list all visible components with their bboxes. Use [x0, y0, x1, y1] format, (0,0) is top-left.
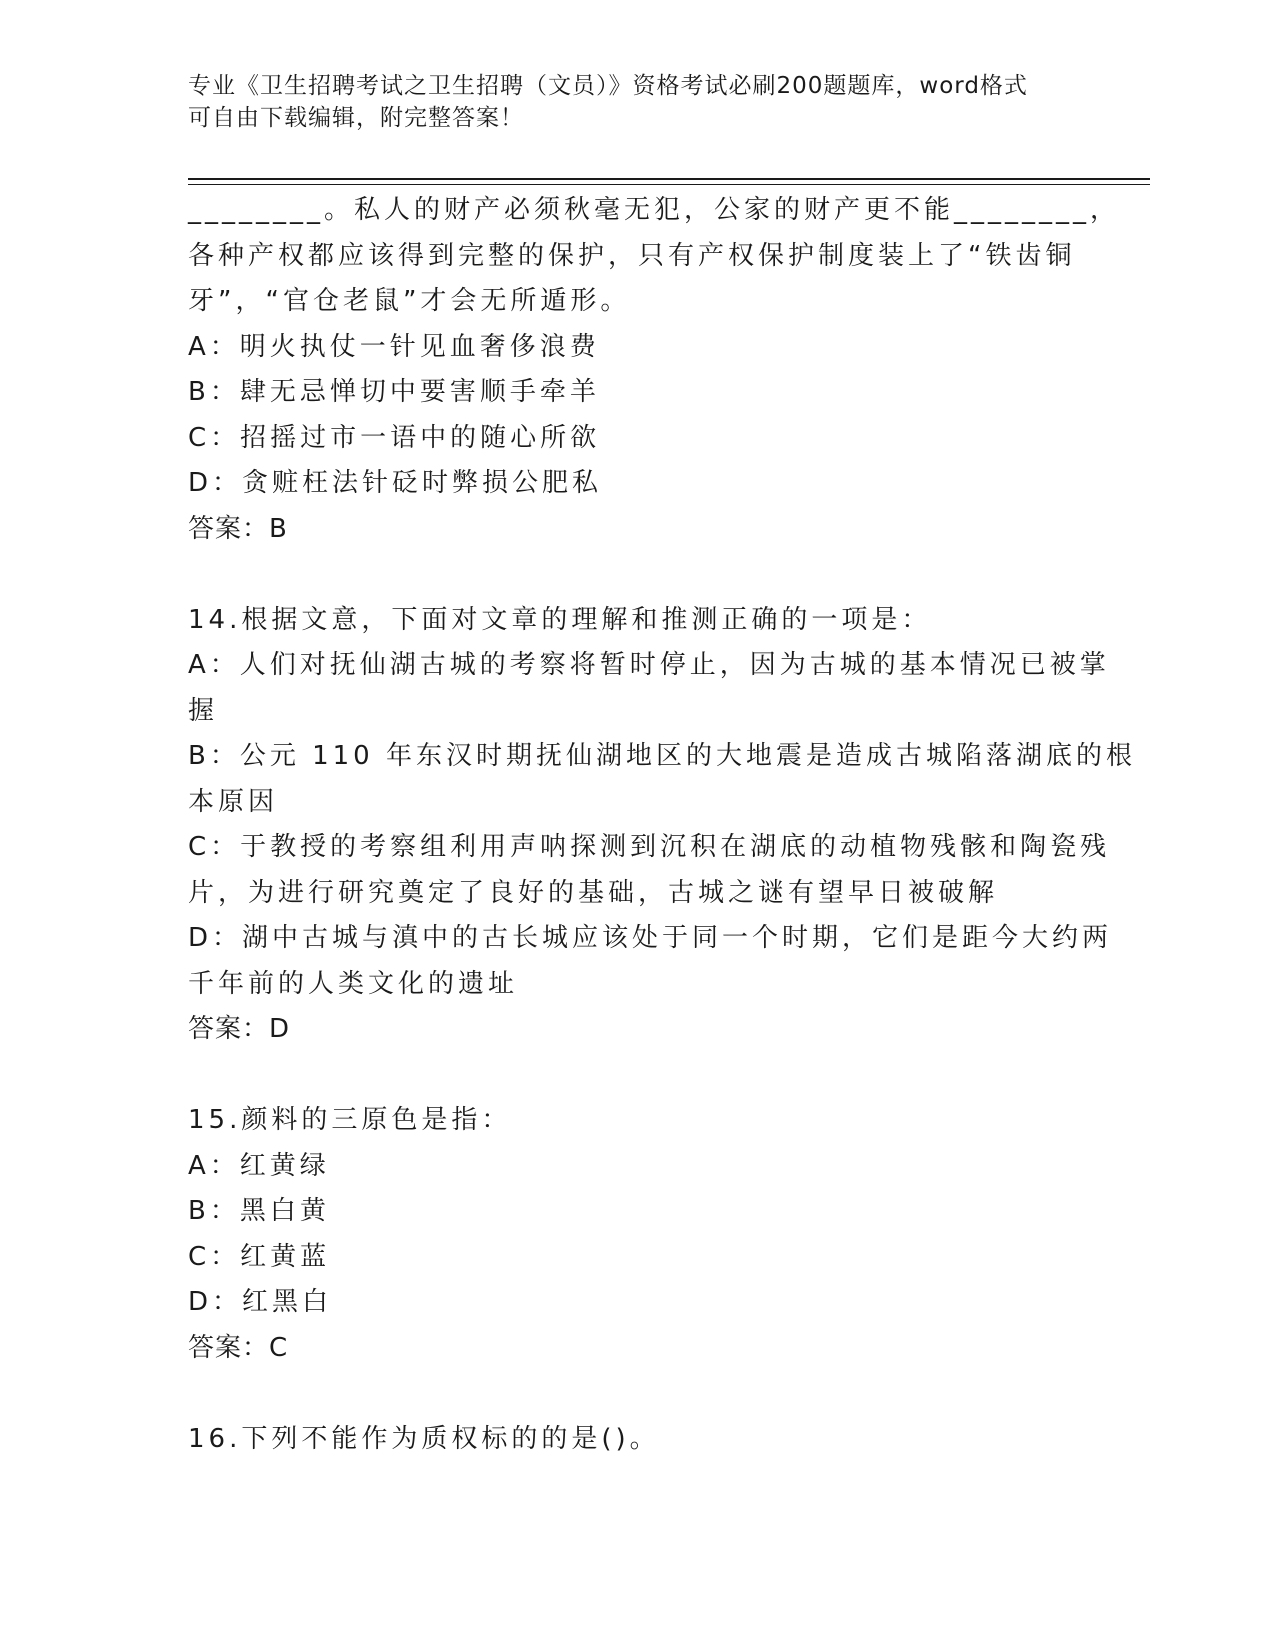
question-text-line: 各种产权都应该得到完整的保护，只有产权保护制度装上了“铁齿铜 [188, 240, 1076, 271]
question-text: 15.颜料的三原色是指： [188, 1105, 512, 1135]
question-text-line: 牙”，“官仓老鼠”才会无所遁形。 [188, 286, 631, 316]
spacer [188, 552, 1088, 598]
option-a: A：红黄绿 [188, 1150, 330, 1181]
question-14 [188, 598, 1136, 1053]
spacer [188, 1371, 1088, 1417]
question-13 [188, 188, 1121, 552]
option-d: D：贪赃枉法针砭时弊损公肥私 [188, 468, 603, 498]
header-rule-thin [188, 184, 1150, 185]
option-b: B：公元 110 年东汉时期抚仙湖地区的大地震是造成古城陷落湖底的根 [188, 741, 1136, 771]
answer: 答案：B [188, 513, 288, 544]
option-c: C：于教授的考察组利用声呐探测到沉积在湖底的动植物残骸和陶瓷残 [188, 832, 1111, 862]
option-b: B：肆无忌惮切中要害顺手牵羊 [188, 377, 600, 407]
spacer [188, 1053, 1088, 1099]
answer: 答案：C [188, 1332, 289, 1363]
header-line-1: 专业《卫生招聘考试之卫生招聘（文员）》资格考试必刷200题题库，word格式 [188, 73, 1028, 99]
option-b-continued: 本原因 [188, 786, 279, 817]
header-line-2: 可自由下载编辑，附完整答案！ [188, 105, 524, 131]
document-body [188, 188, 1136, 1462]
answer: 答案：D [188, 1014, 291, 1044]
option-d: D：红黑白 [188, 1287, 333, 1317]
document-header [188, 70, 1068, 134]
option-d: D：湖中古城与滇中的古长城应该处于同一个时期，它们是距今大约两 [188, 923, 1113, 953]
question-text: 14.根据文意，下面对文章的理解和推测正确的一项是： [188, 604, 932, 635]
option-d-continued: 千年前的人类文化的遗址 [188, 968, 519, 999]
question-15 [188, 1098, 1088, 1371]
option-b: B：黑白黄 [188, 1196, 330, 1226]
option-a: A：人们对抚仙湖古城的考察将暂时停止，因为古城的基本情况已被掌 [188, 650, 1110, 680]
question-text: 16.下列不能作为质权标的的是()。 [188, 1423, 660, 1454]
option-c: C：招摇过市一语中的随心所欲 [188, 422, 601, 453]
option-c-continued: 片，为进行研究奠定了良好的基础，古城之谜有望早日被破解 [188, 877, 999, 908]
question-16 [188, 1417, 1088, 1463]
option-a-continued: 握 [188, 695, 219, 726]
header-rule-thick [188, 178, 1150, 180]
option-c: C：红黄蓝 [188, 1241, 331, 1272]
option-a: A：明火执仗一针见血奢侈浪费 [188, 331, 600, 362]
question-text-line: ________。私人的财产必须秋毫无犯，公家的财产更不能________， [188, 195, 1121, 225]
